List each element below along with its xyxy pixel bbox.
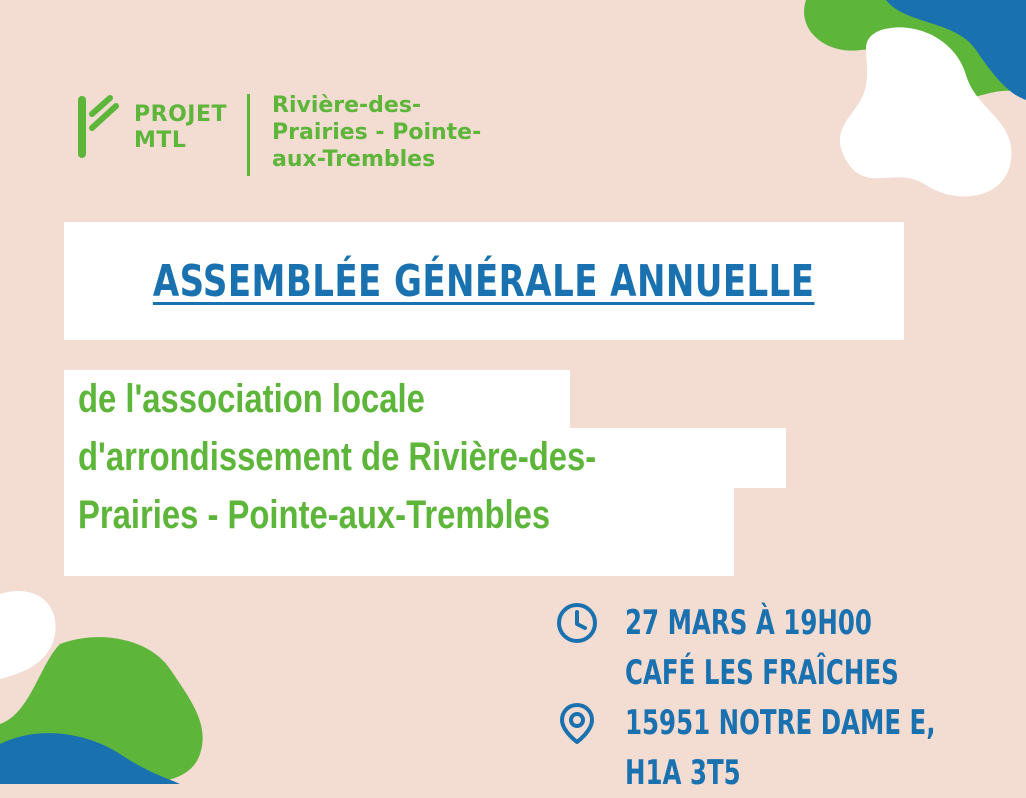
event-venue: CAFÉ LES FRAÎCHES <box>625 653 899 693</box>
event-datetime-row <box>555 598 1013 648</box>
projet-mtl-logo-icon <box>78 92 130 162</box>
projet-mtl-logo <box>78 92 552 176</box>
event-details <box>555 598 1013 798</box>
logo-borough-name <box>272 92 552 173</box>
subtitle-text: de l'association locale <box>78 377 425 421</box>
event-address-row-2 <box>555 748 1013 798</box>
logo-word-line2: MTL <box>134 128 187 153</box>
title-banner <box>64 222 904 340</box>
clock-icon <box>555 601 599 645</box>
decorative-blob-top-right <box>766 0 1026 210</box>
logo-word-line1: PROJET <box>134 102 227 127</box>
subtitle-text: Prairies - Pointe-aux-Trembles <box>78 493 551 537</box>
location-pin-icon <box>555 701 599 745</box>
subtitle-line-1 <box>64 370 570 432</box>
spacer <box>555 751 599 795</box>
subtitle-line-3 <box>64 486 734 576</box>
logo-wordmark <box>134 102 227 154</box>
event-venue-row <box>555 648 1013 698</box>
borough-line: Prairies - Pointe- <box>272 120 482 145</box>
spacer <box>555 651 599 695</box>
borough-line: aux-Trembles <box>272 147 436 172</box>
event-address-line1: 15951 NOTRE DAME E, <box>625 703 936 743</box>
event-address-row <box>555 698 1013 748</box>
event-address-line2: H1A 3T5 <box>625 753 741 793</box>
decorative-blob-bottom-left <box>0 584 230 784</box>
page-title: ASSEMBLÉE GÉNÉRALE ANNUELLE <box>153 255 815 307</box>
borough-line: Rivière-des- <box>272 93 422 118</box>
event-date-time: 27 MARS À 19H00 <box>625 603 872 643</box>
subtitle-text: d'arrondissement de Rivière-des- <box>78 435 597 479</box>
logo-divider <box>247 94 250 176</box>
subtitle-line-2 <box>64 428 786 488</box>
